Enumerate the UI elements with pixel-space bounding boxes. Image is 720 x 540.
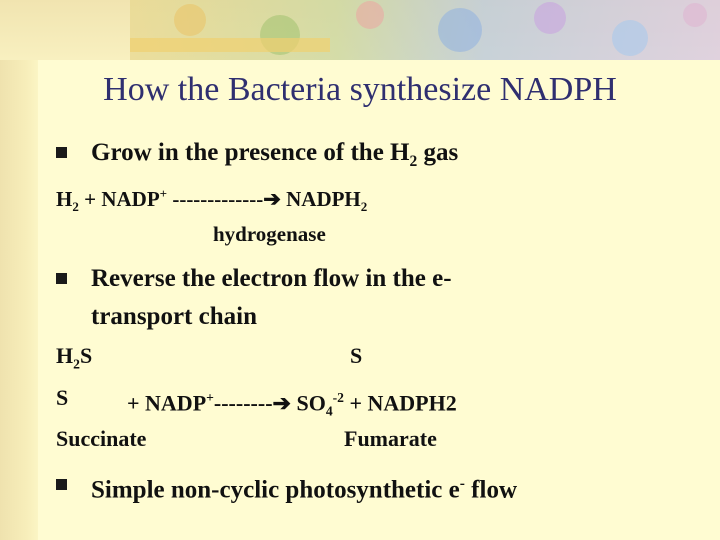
so4-subscript: 4 [325, 403, 333, 419]
bullet-square-icon [56, 147, 67, 158]
bullet-text-reverse-line1: Reverse the electron flow in the e- [91, 265, 452, 292]
reaction2-arrow-icon: ➔ [272, 390, 291, 416]
nadp-superscript: + [206, 390, 214, 405]
bullet1-subscript: 2 [409, 153, 418, 170]
bullet1-text: Grow in the presence of the H [91, 139, 410, 166]
reaction-dashes: ------------- [167, 187, 264, 211]
bullet-text-reverse-line2: transport chain [91, 303, 257, 330]
reaction2-row3-right: Fumarate [344, 426, 437, 451]
reactant-h-subscript: 2 [72, 199, 79, 215]
reaction2-row2-equation [127, 384, 457, 426]
bullet-text-grow-in-h2 [91, 138, 458, 177]
h2s-h: H [56, 343, 74, 368]
so4-product: SO [290, 390, 326, 416]
reaction-arrow-icon: ➔ [263, 187, 281, 211]
product-nadph: NADPH [280, 187, 361, 211]
bullet-square-icon [56, 479, 67, 490]
reaction2-row2-left: S [56, 385, 69, 410]
nadph2-product: + NADPH2 [343, 390, 457, 416]
reactant-nadp: + NADP [78, 187, 160, 211]
nadp-reactant: + NADP [127, 390, 207, 416]
reaction2-row1-right: S [350, 343, 363, 368]
product-nadph-subscript: 2 [360, 199, 368, 215]
reaction2-dashes: -------- [213, 390, 273, 416]
bullet-square-icon [56, 273, 67, 284]
so4-charge: -2 [332, 390, 344, 405]
slide-title: How the Bacteria synthesize NADPH [103, 71, 617, 108]
enzyme-label: hydrogenase [213, 222, 326, 246]
bullet3-suffix: flow [464, 476, 517, 504]
reaction2-row1-left [56, 342, 92, 378]
reactant-h: H [56, 187, 73, 211]
floral-decoration [130, 0, 720, 60]
h2s-s: S [79, 343, 93, 368]
reaction2-row3-left: Succinate [56, 426, 147, 451]
bullet1-suffix: gas [417, 139, 459, 166]
bullet3-superscript: - [459, 475, 465, 492]
h2s-subscript: 2 [73, 356, 80, 372]
reaction-hydrogenase-equation [56, 181, 367, 220]
bullet-text-noncyclic [91, 469, 517, 505]
reactant-nadp-superscript: + [159, 186, 168, 201]
slide-content-panel [38, 60, 720, 540]
bullet3-text: Simple non-cyclic photosynthetic e [91, 476, 460, 504]
